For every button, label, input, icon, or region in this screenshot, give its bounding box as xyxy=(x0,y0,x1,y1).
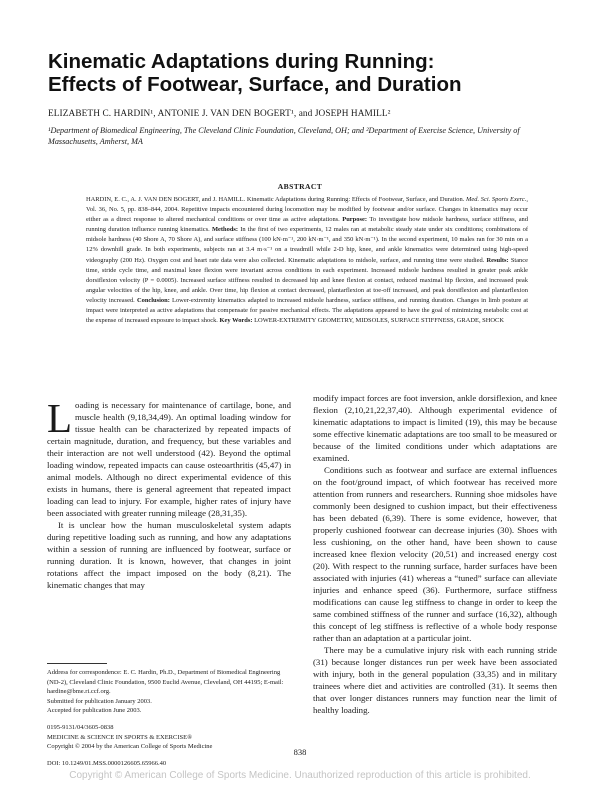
copyright-line: Copyright © 2004 by the American College of Sports Medicine xyxy=(47,743,213,751)
purpose-text: To investigate how midsole hardness, surface stiffness, and running duration influence running kinematics. xyxy=(86,216,528,234)
results-label: Results: xyxy=(486,256,509,264)
body-paragraph xyxy=(47,395,291,519)
copyright-watermark: Copyright © American College of Sports Medicine. Unauthorized reproduction of this article is prohibited. xyxy=(69,770,531,781)
abstract-citation-b: Vol. 36, No. 5, pp. 838–844, 2004. Repetitive impacts encountered during locomotion may be modified by footwear and/or surface. Changes in kinematics may occur either as a direct response to altered mechanical conditions or over time as active adaptations. xyxy=(86,206,528,224)
drop-cap: L xyxy=(47,395,73,441)
results-text: Stance time, stride cycle time, and maximal knee flexion were invariant across conditions in each experiment. Increased midsole hardness resulted in greater peak ankle dorsiflexion velocity (P = 0.0005). Increased surface stiffness resulted in decreased hip and knee flexion at contact, reduced maximal hip flexion, and increased peak angular velocities of the hip, knee, and ankle. Over time, hip flexion at contact decreased, plantarflexion at toe-off increased, and peak dorsiflexion and plantarflexion velocity increased. xyxy=(86,256,528,304)
article-title xyxy=(48,50,568,96)
conclusion-label: Conclusion: xyxy=(136,296,170,304)
left-paragraph-2: It is unclear how the human musculoskeletal system adapts during repetitive loading such as running, and how any adaptations within a session of running are influenced by footwear, surface or running duration. It is known, however, that changes in joint rotations affect the impact imposed on the body (8,21). The kinematic changes that may xyxy=(47,520,291,590)
right-column xyxy=(313,392,557,716)
methods-text: In the first of two experiments, 12 males ran at metabolic steady state under six conditions; combinations of midsole hardness (40 Shore A, 70 Shore A), and surface stiffness (100 kN·m⁻¹, 200 kN·m⁻¹, and 350 kN·m⁻¹). In the second experiment, 10 males ran for 30 min on a 12% downhill grade. In both experiments, subjects ran at 3.4 m·s⁻¹ on a treadmill while 2-D hip, knee, and ankle kinematics were determined using high-speed videography (200 Hz). Oxygen cost and heart rate data were also collected. Kinematic adaptations to midsole, surface, and running time were studied. xyxy=(86,226,529,264)
abstract-heading: ABSTRACT xyxy=(277,182,323,191)
correspondence-note: Address for correspondence: E. C. Hardin, Ph.D., Department of Biomedical Engineering (ND-2), Cleveland Clinic Foundation, 9500 Euclid Avenue, Cleveland, OH 44195; E-mail: hardine@bme.ri.ccf.org. xyxy=(47,669,284,696)
footnote-divider xyxy=(47,663,107,664)
doi-line: DOI: 10.1249/01.MSS.0000126605.65966.40 xyxy=(47,759,167,767)
title-line-2: Effects of Footwear, Surface, and Duration xyxy=(48,73,462,96)
title-line-1: Kinematic Adaptations during Running: xyxy=(48,50,435,73)
right-paragraph-3: There may be a cumulative injury risk with each running stride (31) because longer distances run per week have been associated with injury, both in the general population (33,35) and in military trainees where diet and activities are controlled (31). It seems then that over longer distances runners may function near the limit of healthy loading. xyxy=(313,645,557,715)
footnote-gap xyxy=(47,716,291,723)
article-code: 0195-9131/04/3605-0838 xyxy=(47,723,114,731)
author-list: ELIZABETH C. HARDIN¹, ANTONIE J. VAN DEN BOGERT¹, and JOSEPH HAMILL² xyxy=(48,109,391,119)
page-number: 838 xyxy=(293,747,307,757)
abstract-citation-journal: Med. Sci. Sports Exerc., xyxy=(466,196,528,203)
journal-name: MEDICINE & SCIENCE IN SPORTS & EXERCISE® xyxy=(47,733,193,741)
purpose-label: Purpose: xyxy=(342,216,367,224)
affiliations: ¹Department of Biomedical Engineering, The Cleveland Clinic Foundation, Cleveland, OH; and ²Department of Exercise Science, University of Massachusetts, Amherst, MA xyxy=(48,126,520,146)
keywords-text: LOWER-EXTREMITY GEOMETRY, MIDSOLES, SURFACE STIFFNESS, GRADE, SHOCK xyxy=(254,317,504,325)
abstract-body xyxy=(86,195,528,326)
right-paragraph-2: Conditions such as footwear and surface are external influences on the foot/ground impact, of which footwear has received more attention from runners and researchers. Running shoe midsoles have commonly been designed to cushion impact, but their effectiveness has been debated (6,39). There is some evidence, however, that properly cushioned footwear can decrease injuries (30). Shoes with less cushioning, on the other hand, have been shown to cause increased knee flexion velocity (20,51) and increased energy cost (20). With respect to the running surface, harder surfaces have been associated with injuries (41) whereas a “tuned” surface can alleviate injuries and enhance speed (36). Furthermore, surface stiffness modifications can cause leg stiffness to change in order to keep the same combined stiffness of the runner and surface (16,32), although this concept of leg stiffness is reflective of a whole body response rather than an adaptation at a particular joint. xyxy=(313,465,557,643)
left-column xyxy=(47,395,291,591)
accepted-note: Accepted for publication June 2003. xyxy=(47,707,142,715)
methods-label: Methods: xyxy=(211,226,239,234)
submitted-note: Submitted for publication January 2003. xyxy=(47,697,152,705)
keywords-label: Key Words: xyxy=(219,317,253,325)
right-paragraph-1: modify impact forces are foot inversion, ankle dorsiflexion, and knee flexion (2,10,21,22,37,40). Although experimental evidence of kinematic adaptations to impact is limited (19), this may be because some effective kinematic adaptations are too small to be measured or because of the limited conditions under which adaptations are examined. xyxy=(313,393,557,463)
abstract-citation-a: HARDIN, E. C., A. J. VAN DEN BOGERT, and J. HAMILL. Kinematic Adaptations during Running: Effects of Footwear, Surface, and Duration. xyxy=(86,196,465,203)
left-paragraph-1: oading is necessary for maintenance of cartilage, bone, and muscle health (9,18,34,49). An optimal loading window for tissue health can be characterized by repeated impacts of certain magnitude, duration, and frequency, but these variables and their interaction are not well understood (42). Beyond the optimal loading window, repeated impacts can cause osteoarthritis (45,47) in animal models. Although no direct experimental evidence of this exists in humans, there is general agreement that repeated impact loading can lead to injury. For example, higher rates of injury have been associated with greater running mileage (28,31,35). xyxy=(47,400,291,518)
conclusion-text: Lower-extremity kinematics adapted to increased midsole hardness, surface stiffness, and running duration. Changes in limb posture at impact were interpreted as active adaptations that compensate for passive mechanical effects. The adaptations appeared to have the goal of minimizing metabolic cost at the expense of increased exposure to impact shock. xyxy=(86,296,529,325)
